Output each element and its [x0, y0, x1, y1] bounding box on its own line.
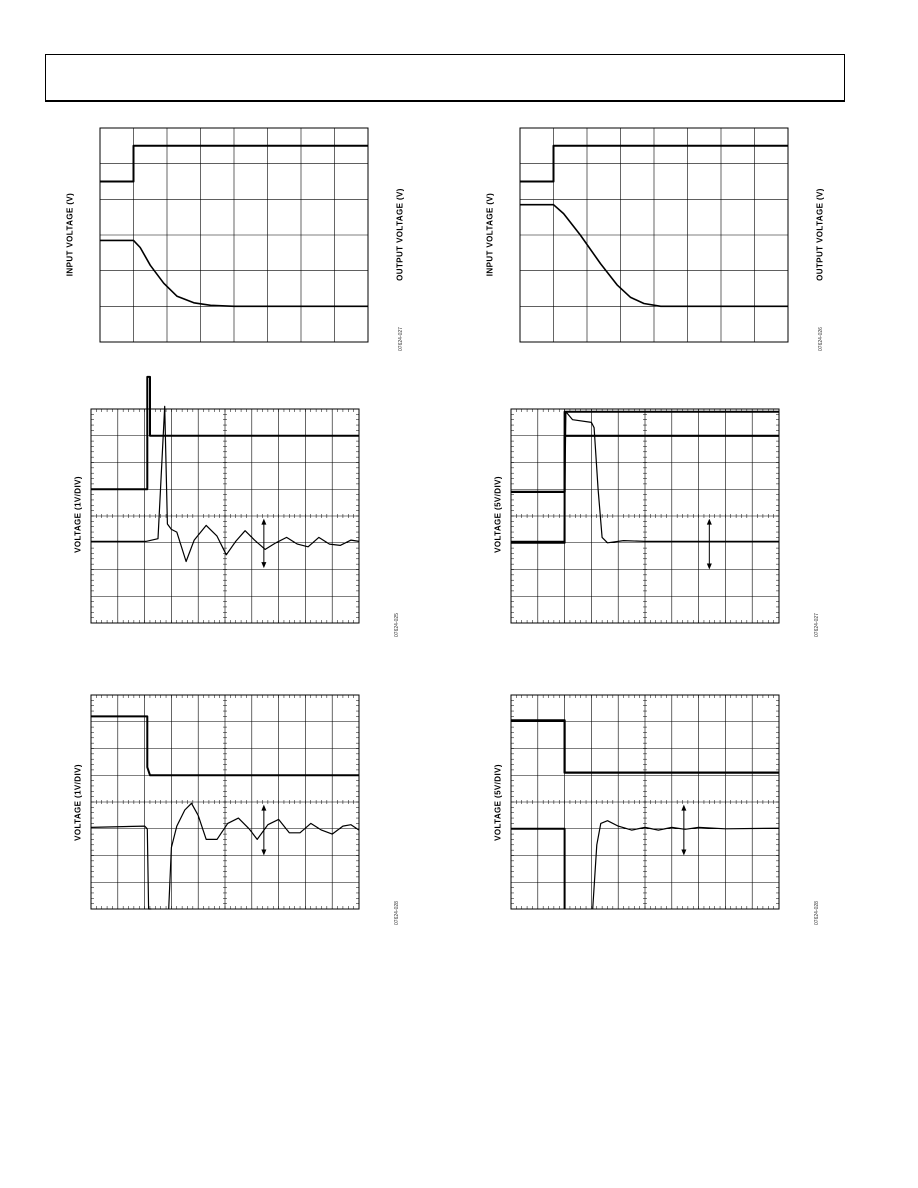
figure-code: 07624-026 [818, 327, 824, 351]
figure-code: 07624-025 [394, 613, 400, 637]
signal-trace [593, 821, 779, 909]
voltage-axis-label: VOLTAGE (5V/DIV) [493, 476, 503, 553]
voltage-axis-label: VOLTAGE (5V/DIV) [493, 764, 503, 841]
output-voltage-axis-label: OUTPUT VOLTAGE (V) [395, 188, 405, 281]
scope-plot [45, 120, 405, 360]
signal-trace [91, 826, 151, 909]
scope-plot [465, 400, 825, 640]
arrow-up-icon [261, 519, 266, 525]
figure-scope-3 [45, 400, 405, 640]
arrow-up-icon [261, 805, 266, 811]
output-voltage-axis-label: OUTPUT VOLTAGE (V) [815, 188, 825, 281]
arrow-down-icon [707, 564, 712, 570]
figure-scope-4 [465, 400, 825, 640]
arrow-down-icon [261, 562, 266, 568]
figure-scope-5 [45, 688, 405, 928]
voltage-axis-label: VOLTAGE (1V/DIV) [73, 764, 83, 841]
figure-code: 07624-028 [814, 901, 820, 925]
input-voltage-axis-label: INPUT VOLTAGE (V) [485, 192, 495, 277]
scope-plot [465, 688, 825, 928]
arrow-up-icon [707, 519, 712, 525]
scope-plot [465, 120, 825, 360]
figure-code: 07624-027 [814, 613, 820, 637]
figure-scope-2 [465, 120, 825, 360]
figure-scope-1 [45, 120, 405, 360]
input-voltage-axis-label: INPUT VOLTAGE (V) [65, 192, 75, 277]
arrow-down-icon [261, 850, 266, 856]
figure-code: 07624-027 [398, 327, 404, 351]
arrow-down-icon [681, 850, 686, 856]
voltage-axis-label: VOLTAGE (1V/DIV) [73, 476, 83, 553]
figure-code: 07624-028 [394, 901, 400, 925]
page-header-box [45, 54, 845, 102]
scope-plot [45, 688, 405, 928]
arrow-up-icon [681, 805, 686, 811]
scope-plot [45, 400, 405, 640]
figure-scope-6 [465, 688, 825, 928]
